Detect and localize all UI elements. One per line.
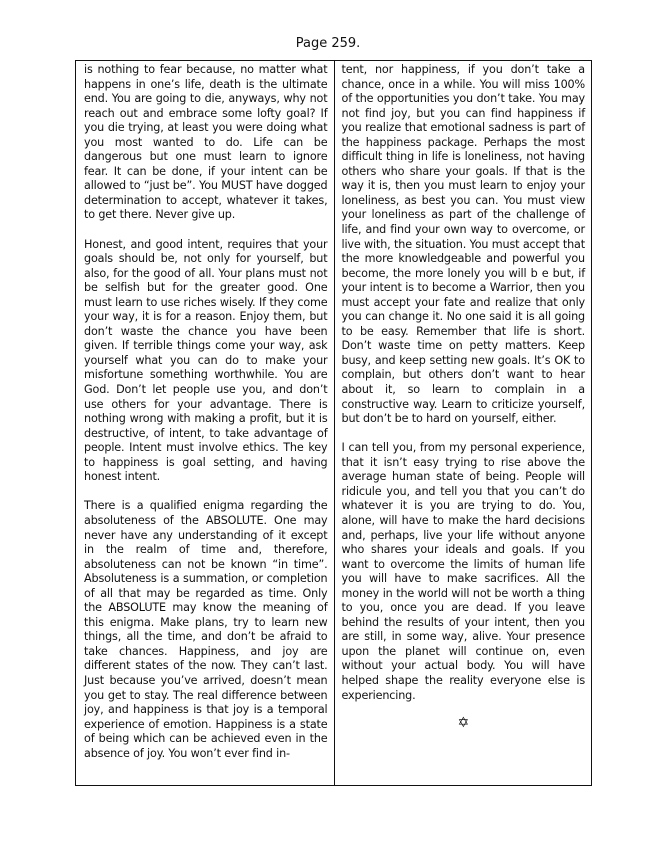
text-frame xyxy=(75,60,592,786)
right-column xyxy=(335,61,592,785)
paragraph: There is a qualified enigma regarding the absoluteness of the ABSOLUTE. One may never have any understanding of it except in the realm of time and, therefore, absoluteness can not be known “in time”. Absoluteness is a summation, or completion of all that may be regarded as time. Only the ABSOLUTE may know the meaning of this enigma. Make plans, try to learn new things, all the time, and don’t be afraid to take chances. Happiness, and joy are different states of the now. They can’t last. Just because you’ve arrived, doesn’t mean you get to stay. The real difference between joy, and happiness is that joy is a temporal experience of emotion. Happiness is a state of being which can be achieved even in the absence of joy. You won’t ever find in- xyxy=(84,499,328,760)
paragraph: is nothing to fear because, no matter what happens in one’s life, death is the ultimate end. You are going to die, anyways, why not reach out and embrace some lofty goal? If you die trying, at least you were doing what you most wanted to do. Life can be dangerous but one must learn to ignore fear. It can be done, if your intent can be allowed to “just be”. You MUST have dogged determination to accept, whatever it takes, to get there. Never give up. xyxy=(84,63,328,222)
paragraph: I can tell you, from my personal experience, that it isn’t easy trying to rise above the average human state of being. People will ridicule you, and tell you that you can’t do whatever it is you are trying to do. You, alone, will have to make the hard decisions and, perhaps, live your life without anyone who shares your ideals and goals. If you want to overcome the limits of human life you will have to make sacrifices. All the money in the world will not be worth a thing to you, once you are dead. If you leave behind the results of your intent, then you are still, in some way, alive. Your presence upon the planet will continue on, even without your actual body. You will have helped shape the reality everyone else is experiencing. xyxy=(341,441,585,702)
left-column xyxy=(76,61,335,785)
paragraph: tent, nor happiness, if you don’t take a chance, once in a while. You will miss 100% of the opportunities you don’t take. You may not find joy, but you can find happiness if you realize that emotional sadness is part of the happiness package. Perhaps the most difficult thing in life is loneliness, not having others who share your goals. If that is the way it is, then you must learn to enjoy your loneliness, as best you can. You must view your loneliness as part of the challenge of life, and find your own way to overcome, or live with, the situation. You must accept that the more knowledgeable and powerful you become, the more lonely you will b e but, if your intent is to become a Warrior, then you must accept your fate and realize that only you can change it. No one said it is all going to be easy. Remember that life is short. Don’t waste time on petty matters. Keep busy, and keep setting new goals. It’s OK to complain, but others don’t want to hear about it, so learn to complain in a constructive way. Learn to criticize yourself, but don’t be to hard on yourself, either. xyxy=(341,63,585,426)
star-of-david-icon: ✡ xyxy=(457,714,470,731)
paragraph: Honest, and good intent, requires that your goals should be, not only for yourself, but also, for the good of all. Your plans must not be selfish but for the greater good. One must learn to use riches wisely. If they come your way, it is for a reason. Enjoy them, but don’t waste the chance you have been given. If terrible things come your way, ask yourself what you can do to make your misfortune something worthwhile. You are God. Don’t let people use you, and don’t use others for your advantage. There is nothing wrong with making a profit, but it is destructive, of intent, to take advantage of people. Intent must involve ethics. The key to happiness is goal setting, and having honest intent. xyxy=(84,237,328,484)
page-number: Page 259. xyxy=(295,36,361,51)
